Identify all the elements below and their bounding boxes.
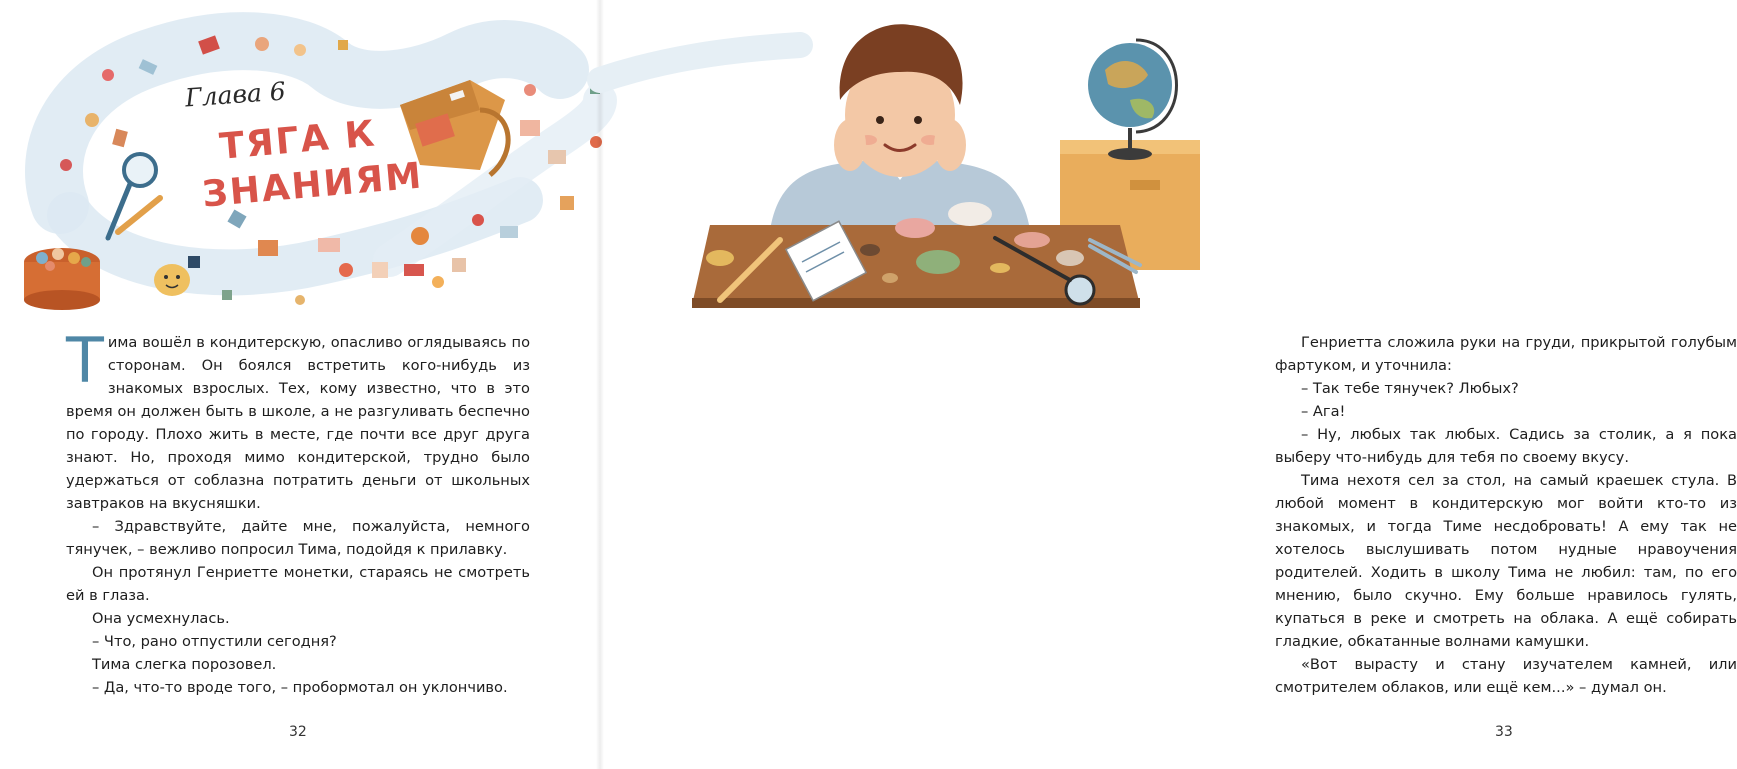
paragraph-1 (66, 324, 530, 515)
paragraph-3: Он протянул Генриетте монетки, стараясь не смотреть ей в глаза. (66, 564, 530, 604)
right-page-text (1275, 331, 1737, 699)
left-page-text (66, 324, 530, 699)
chapter-label: Глава 6 (184, 76, 287, 113)
paragraph-5: Тима нехотя сел за стол, на самый краешек стула. В любой момент в кондитерскую мог войти кто-то из знакомых, и тогда Тиме несдобровать! А ему так не хотелось выслушивать потом нудные нравоучения родителей. Ходить в школу Тима не любил: там, по его мнению, было скучно. Ему больше нравилось гулять, купаться в реке и смотреть на облака. А ещё собирать гладкие, обкатанные волнами камушки. (1275, 472, 1737, 650)
paragraph-6: «Вот вырасту и стану изучателем камней, или смотрителем облаков, или ещё кем...» – думал он. (1275, 656, 1737, 696)
paragraph-4: Она усмехнулась. (92, 610, 230, 627)
paragraph-5: – Что, рано отпустили сегодня? (92, 633, 337, 650)
magnifying-glass-icon (108, 154, 156, 238)
page-number-right: 33 (1495, 724, 1513, 740)
paragraph-7: – Да, что-то вроде того, – пробормотал он уклончиво. (92, 679, 508, 696)
page-left (0, 0, 600, 769)
dropcap-letter: Т (66, 324, 104, 397)
paragraph-2: – Здравствуйте, дайте мне, пожалуйста, немного тянучек, – вежливо попросил Тима, подойдя к прилавку. (66, 518, 530, 558)
paragraph-1-text: има вошёл в кондитерскую, опасливо оглядываясь по сторонам. Он боялся встретить кого-нибудь из знакомых взрослых. Тех, кому известно, что в это время он должен быть в школе, а не разгуливать беспечно по городу. Плохо жить в месте, где почти все друг друга знают. Но, проходя мимо кондитерской, трудно было удержаться от соблазна потратить деньги от школьных завтраков на вкусняшки. (66, 334, 530, 512)
candy-box-icon (24, 248, 100, 310)
page-right (600, 0, 1737, 769)
swirl-ribbon-right-page (600, 45, 800, 80)
paragraph-6: Тима слегка порозовел. (92, 656, 277, 673)
page-number-left: 32 (289, 724, 307, 740)
paragraph-4: – Ну, любых так любых. Садись за столик, а я пока выберу что-нибудь для тебя по своему вкусу. (1275, 426, 1737, 466)
chapter-title: ТЯГА К ЗНАНИЯМ (200, 113, 425, 216)
paragraph-2: – Так тебе тянучек? Любых? (1301, 380, 1519, 397)
paragraph-1: Генриетта сложила руки на груди, прикрытой голубым фартуком, и уточнила: (1275, 334, 1737, 374)
boy-icon (770, 24, 1030, 230)
smiling-candy-icon (154, 264, 190, 296)
boy-at-desk-illustration (600, 0, 1200, 320)
paragraph-3: – Ага! (1301, 403, 1346, 420)
